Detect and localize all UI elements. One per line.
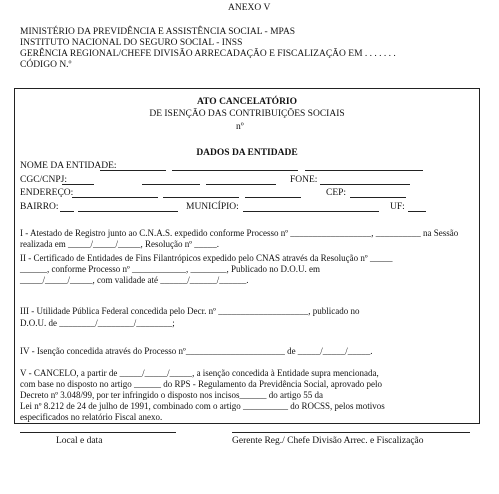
field-phone: FONE: [290, 175, 318, 185]
field-cnpj: CGC/CNPJ: [20, 175, 67, 185]
signature-line-right [232, 432, 470, 433]
field-entity-name: NOME DA ENTIDADE: [20, 161, 117, 171]
item-ii-line1: II - Certificado de Entidades de Fins Filantrópicos expedido pelo CNAS através da Resolução nº _____ [20, 253, 393, 263]
header-code: CÓDIGO N.º [20, 60, 72, 70]
signature-line-left [20, 432, 176, 433]
item-i-line2: realizada em _____/_____/_____, Resolução nº _____. [20, 239, 219, 249]
field-address: ENDEREÇO: [20, 188, 74, 198]
item-ii-line2: ______, conforme Processo nº ____________, ________, Publicado no D.O.U. em [20, 264, 321, 274]
item-ii-line3: _____/_____/_____, com validade até ______/______/______. [20, 275, 249, 285]
field-district: BAIRRO: [20, 202, 59, 212]
section-title: DADOS DA ENTIDADE [196, 148, 298, 158]
header-regional: GERÊNCIA REGIONAL/CHEFE DIVISÃO ARRECADAÇÃO E FISCALIZAÇÃO EM . . . . . . . [20, 49, 396, 59]
signature-local-date: Local e data [56, 436, 103, 446]
document-title: ATO CANCELATÓRIO [196, 97, 298, 107]
item-v-line2: com base no disposto no artigo ______ do RPS - Regulamento da Previdência Social, aprovado pelo [20, 379, 382, 389]
header-ministry: MINISTÉRIO DA PREVIDÊNCIA E ASSISTÊNCIA SOCIAL - MPAS [20, 27, 296, 37]
field-state: UF: [390, 202, 405, 212]
item-i-line1: I - Atestado de Registro junto ao C.N.A.S. expedido conforme Processo nº __________________, __________ na Sessão [20, 228, 459, 238]
field-city: MUNICÍPIO: [186, 202, 239, 212]
header-institute: INSTITUTO NACIONAL DO SEGURO SOCIAL - INSS [20, 38, 243, 48]
annex-label: ANEXO V [228, 3, 271, 13]
signature-manager: Gerente Reg./ Chefe Divisão Arrec. e Fiscalização [232, 436, 424, 446]
item-v-line1: V - CANCELO, a partir de _____/_____/_____, a isenção concedida à Entidade supra mencionada, [20, 368, 379, 378]
item-iii-line2: D.O.U. de ________/________/________; [20, 318, 175, 328]
document-subtitle: DE ISENÇÃO DAS CONTRIBUIÇÕES SOCIAIS [149, 109, 345, 119]
item-v-line3: Decreto nº 3.048/99, por ter infringido o disposto nos incisos______ do artigo 55 da [20, 390, 324, 400]
item-v-line5: especificados no relatório Fiscal anexo. [20, 412, 163, 422]
item-iv-line1: IV - Isenção concedida através do Processo nº______________________ de _____/_____/_____. [20, 346, 373, 356]
field-zip: CEP: [326, 188, 347, 198]
item-v-line4: Lei nº 8.212 de 24 de julho de 1991, combinado com o artigo __________ do ROCSS, pelos motivos [20, 401, 385, 411]
item-iii-line1: III - Utilidade Pública Federal concedida pelo Decr. nº ____________________, publicado no [20, 306, 360, 316]
act-number-label: nº [236, 122, 244, 132]
